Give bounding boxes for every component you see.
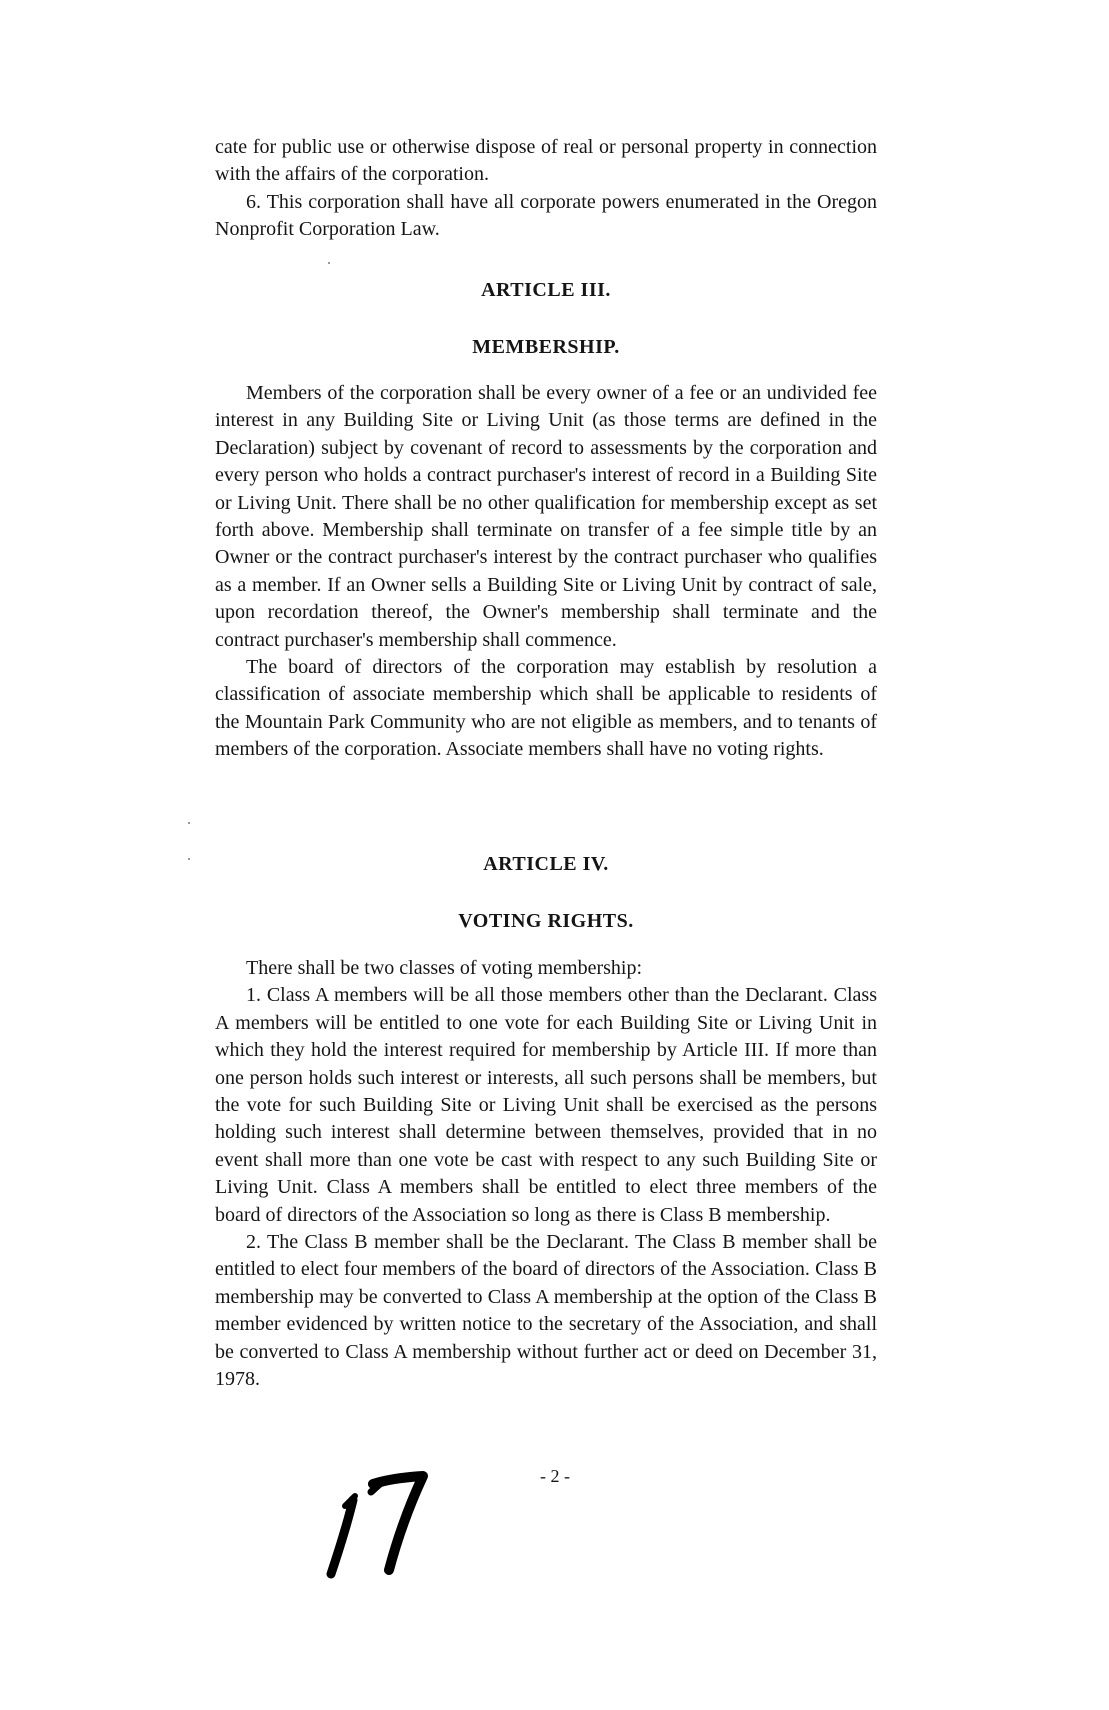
article-3-number: ARTICLE III. (481, 279, 611, 301)
scan-speck (328, 262, 330, 264)
intro-line: cate for public use or otherwise dispose of real or personal property in connection with the affairs of the corporation. (215, 136, 877, 186)
article-3-body (215, 380, 877, 764)
intro-block (215, 134, 877, 244)
article-4-paragraph-3: 2. The Class B member shall be the Declarant. The Class B member shall be entitled to elect four members of the board of directors of the Association. Class B membership may be converted to Class A membership at the option of the Class B member evidenced by written notice to the secretary of the Association, and shall be converted to Class A membership without further act or deed on December 31, 1978. (215, 1231, 877, 1391)
article-3-paragraph-1: Members of the corporation shall be every owner of a fee or an undivided fee interest in any Building Site or Living Unit (as those terms are defined in the Declaration) subject by covenant of record to assessments by the corporation and every person who holds a contract purchaser's interest of record in a Building Site or Living Unit. There shall be no other qualification for membership except as set forth above. Membership shall terminate on transfer of a fee simple title by an Owner or the contract purchaser's interest by the contract purchaser who qualifies as a member. If an Owner sells a Building Site or Living Unit by contract of sale, upon recordation thereof, the Owner's membership shall terminate and the contract purchaser's membership shall commence. (215, 382, 877, 651)
intro-item-6: 6. This corporation shall have all corporate powers enumerated in the Oregon Nonprofit Corporation Law. (215, 190, 877, 241)
article-4-number: ARTICLE IV. (483, 853, 609, 875)
scan-speck (188, 858, 190, 860)
page-number: - 2 - (540, 1466, 570, 1486)
handwritten-page-mark (325, 1470, 430, 1580)
article-3-title: MEMBERSHIP. (472, 336, 620, 358)
article-4-body (215, 955, 877, 1394)
article-4-paragraph-1: There shall be two classes of voting membership: (246, 957, 643, 979)
scan-speck (188, 822, 190, 824)
article-3-paragraph-2: The board of directors of the corporation may establish by resolution a classification of associate membership which shall be applicable to residents of the Mountain Park Community who are not eligible as members, and to tenants of members of the corporation. Associate members shall have no voting rights. (215, 656, 877, 761)
handwritten-stroke-7 (373, 1476, 423, 1570)
article-4-title: VOTING RIGHTS. (458, 910, 634, 932)
article-4-paragraph-2: 1. Class A members will be all those members other than the Declarant. Class A members will be entitled to one vote for each Building Site or Living Unit in which they hold the interest required for membership by Article III. If more than one person holds such interest or interests, all such persons shall be members, but the vote for such Building Site or Living Unit shall be exercised as the persons holding such interest shall determine between themselves, provided that in no event shall more than one vote be cast with respect to any such Building Site or Living Unit. Class A members shall be entitled to elect three members of the board of directors of the Association so long as there is Class B membership. (215, 984, 877, 1226)
handwritten-stroke-1 (331, 1500, 353, 1574)
